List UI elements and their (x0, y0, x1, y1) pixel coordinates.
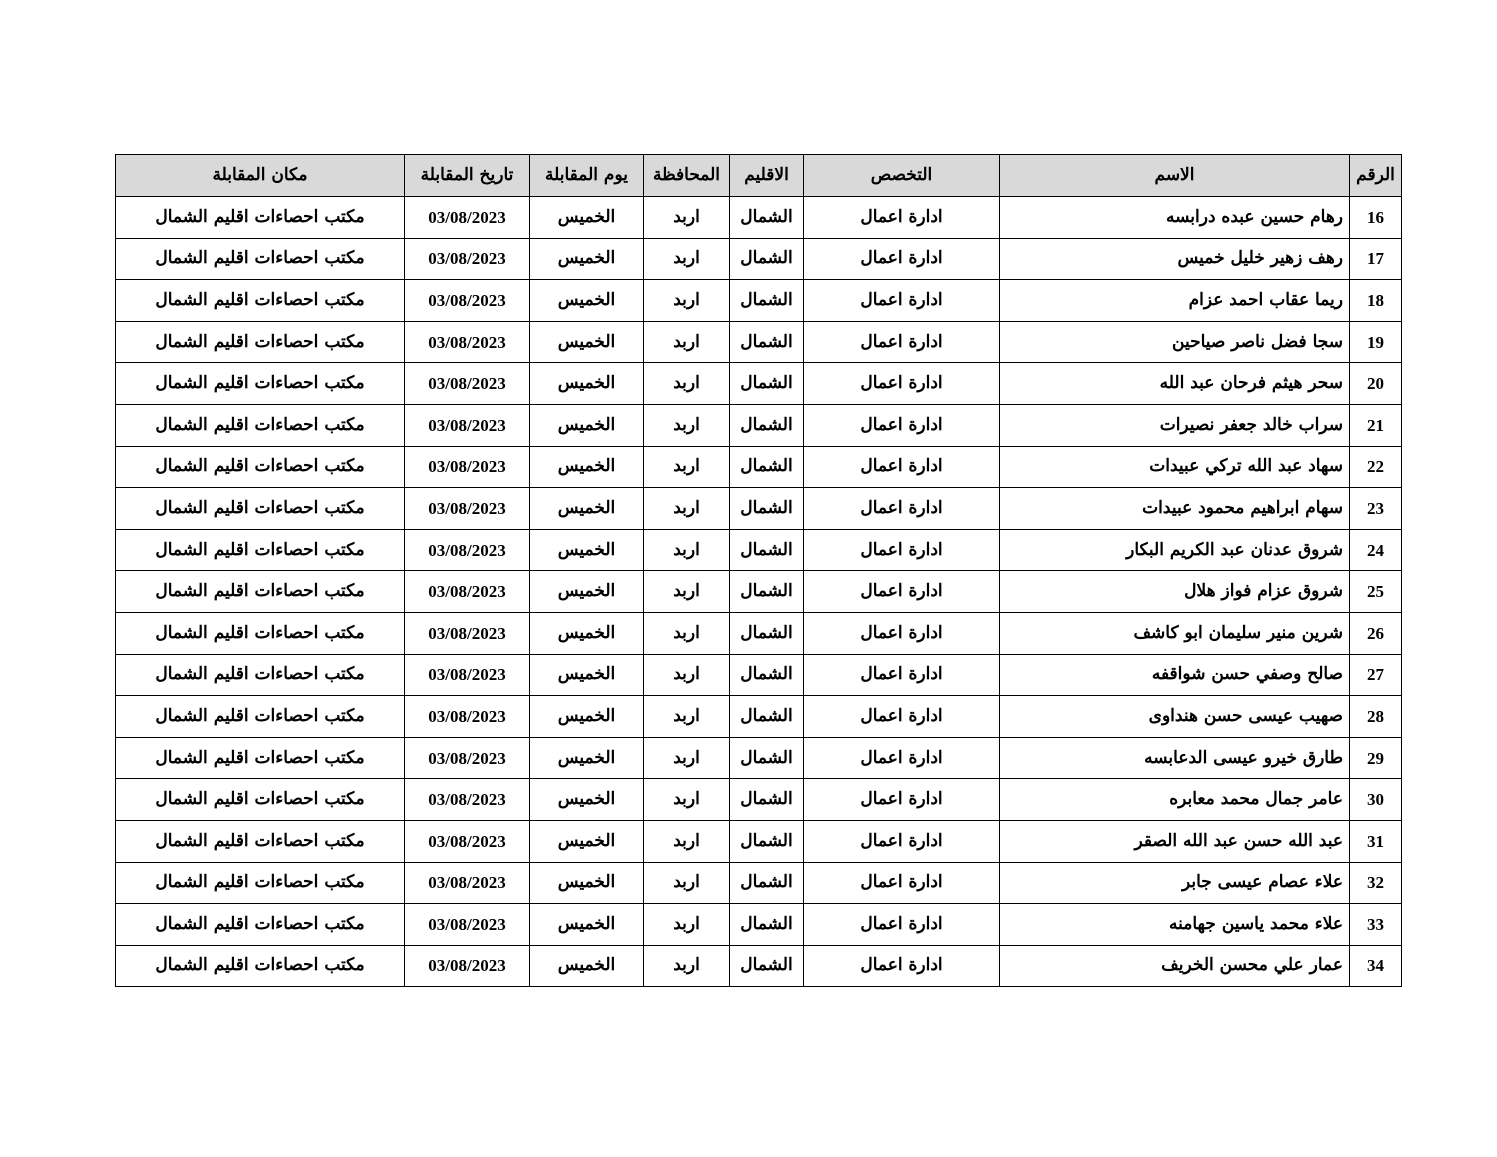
cell-interview-day: الخميس (530, 488, 644, 530)
cell-interview-place: مكتب احصاءات اقليم الشمال (116, 197, 405, 239)
cell-region: الشمال (730, 737, 804, 779)
cell-name: ريما عقاب احمد عزام (1000, 280, 1350, 322)
cell-interview-day: الخميس (530, 529, 644, 571)
cell-specialization: ادارة اعمال (804, 696, 1000, 738)
cell-name: سجا فضل ناصر صياحين (1000, 321, 1350, 363)
cell-interview-date: 03/08/2023 (405, 904, 530, 946)
cell-governorate: اربد (644, 488, 730, 530)
cell-number: 28 (1350, 696, 1402, 738)
cell-interview-day: الخميس (530, 446, 644, 488)
cell-region: الشمال (730, 571, 804, 613)
cell-number: 31 (1350, 820, 1402, 862)
cell-region: الشمال (730, 612, 804, 654)
cell-interview-date: 03/08/2023 (405, 612, 530, 654)
cell-number: 22 (1350, 446, 1402, 488)
cell-number: 17 (1350, 238, 1402, 280)
table-row (116, 696, 1402, 738)
cell-name: عبد الله حسن عبد الله الصقر (1000, 820, 1350, 862)
cell-region: الشمال (730, 654, 804, 696)
header-specialization: التخصص (804, 155, 1000, 197)
cell-specialization: ادارة اعمال (804, 280, 1000, 322)
table-row (116, 820, 1402, 862)
cell-interview-day: الخميس (530, 696, 644, 738)
cell-name: شروق عزام فواز هلال (1000, 571, 1350, 613)
cell-region: الشمال (730, 779, 804, 821)
cell-interview-place: مكتب احصاءات اقليم الشمال (116, 529, 405, 571)
table-body (116, 197, 1402, 987)
cell-region: الشمال (730, 238, 804, 280)
cell-interview-place: مكتب احصاءات اقليم الشمال (116, 945, 405, 987)
cell-number: 16 (1350, 197, 1402, 239)
cell-governorate: اربد (644, 363, 730, 405)
cell-interview-date: 03/08/2023 (405, 488, 530, 530)
cell-governorate: اربد (644, 945, 730, 987)
cell-interview-day: الخميس (530, 945, 644, 987)
cell-name: عمار علي محسن الخريف (1000, 945, 1350, 987)
cell-interview-day: الخميس (530, 737, 644, 779)
cell-governorate: اربد (644, 904, 730, 946)
cell-region: الشمال (730, 488, 804, 530)
cell-governorate: اربد (644, 654, 730, 696)
cell-interview-place: مكتب احصاءات اقليم الشمال (116, 862, 405, 904)
cell-interview-day: الخميس (530, 820, 644, 862)
cell-region: الشمال (730, 280, 804, 322)
cell-name: رهف زهير خليل خميس (1000, 238, 1350, 280)
cell-name: طارق خيرو عيسى الدعابسه (1000, 737, 1350, 779)
cell-region: الشمال (730, 363, 804, 405)
header-name: الاسم (1000, 155, 1350, 197)
cell-interview-place: مكتب احصاءات اقليم الشمال (116, 280, 405, 322)
table-row (116, 779, 1402, 821)
cell-number: 30 (1350, 779, 1402, 821)
cell-specialization: ادارة اعمال (804, 779, 1000, 821)
cell-specialization: ادارة اعمال (804, 363, 1000, 405)
table-row (116, 529, 1402, 571)
cell-interview-place: مكتب احصاءات اقليم الشمال (116, 612, 405, 654)
cell-interview-date: 03/08/2023 (405, 446, 530, 488)
cell-interview-date: 03/08/2023 (405, 737, 530, 779)
table-row (116, 488, 1402, 530)
cell-interview-date: 03/08/2023 (405, 404, 530, 446)
cell-governorate: اربد (644, 779, 730, 821)
cell-governorate: اربد (644, 404, 730, 446)
header-interview-day: يوم المقابلة (530, 155, 644, 197)
table-row (116, 904, 1402, 946)
cell-number: 24 (1350, 529, 1402, 571)
cell-governorate: اربد (644, 612, 730, 654)
document-page (115, 154, 1401, 987)
cell-interview-date: 03/08/2023 (405, 779, 530, 821)
cell-number: 18 (1350, 280, 1402, 322)
cell-number: 25 (1350, 571, 1402, 613)
cell-interview-date: 03/08/2023 (405, 363, 530, 405)
cell-interview-day: الخميس (530, 654, 644, 696)
cell-specialization: ادارة اعمال (804, 404, 1000, 446)
cell-name: سهاد عبد الله تركي عبيدات (1000, 446, 1350, 488)
cell-interview-place: مكتب احصاءات اقليم الشمال (116, 404, 405, 446)
cell-interview-date: 03/08/2023 (405, 696, 530, 738)
cell-governorate: اربد (644, 197, 730, 239)
cell-interview-place: مكتب احصاءات اقليم الشمال (116, 446, 405, 488)
cell-specialization: ادارة اعمال (804, 820, 1000, 862)
cell-governorate: اربد (644, 737, 730, 779)
cell-region: الشمال (730, 904, 804, 946)
table-row (116, 446, 1402, 488)
cell-specialization: ادارة اعمال (804, 446, 1000, 488)
cell-name: رهام حسين عبده درابسه (1000, 197, 1350, 239)
cell-specialization: ادارة اعمال (804, 654, 1000, 696)
header-number: الرقم (1350, 155, 1402, 197)
header-interview-date: تاريخ المقابلة (405, 155, 530, 197)
cell-interview-day: الخميس (530, 197, 644, 239)
cell-interview-place: مكتب احصاءات اقليم الشمال (116, 904, 405, 946)
cell-specialization: ادارة اعمال (804, 321, 1000, 363)
table-header-row (116, 155, 1402, 197)
cell-name: علاء عصام عيسى جابر (1000, 862, 1350, 904)
cell-interview-date: 03/08/2023 (405, 820, 530, 862)
cell-specialization: ادارة اعمال (804, 197, 1000, 239)
cell-region: الشمال (730, 529, 804, 571)
cell-interview-place: مكتب احصاءات اقليم الشمال (116, 488, 405, 530)
cell-interview-day: الخميس (530, 238, 644, 280)
cell-interview-date: 03/08/2023 (405, 571, 530, 613)
table-row (116, 321, 1402, 363)
cell-name: سراب خالد جعفر نصيرات (1000, 404, 1350, 446)
cell-number: 19 (1350, 321, 1402, 363)
cell-region: الشمال (730, 696, 804, 738)
interview-schedule-table (115, 154, 1402, 987)
cell-name: شرين منير سليمان ابو كاشف (1000, 612, 1350, 654)
table-row (116, 737, 1402, 779)
cell-governorate: اربد (644, 820, 730, 862)
cell-number: 32 (1350, 862, 1402, 904)
cell-name: سحر هيثم فرحان عبد الله (1000, 363, 1350, 405)
cell-interview-place: مكتب احصاءات اقليم الشمال (116, 321, 405, 363)
cell-specialization: ادارة اعمال (804, 612, 1000, 654)
cell-specialization: ادارة اعمال (804, 737, 1000, 779)
cell-specialization: ادارة اعمال (804, 238, 1000, 280)
cell-interview-day: الخميس (530, 363, 644, 405)
table-row (116, 612, 1402, 654)
table-row (116, 238, 1402, 280)
cell-governorate: اربد (644, 238, 730, 280)
cell-specialization: ادارة اعمال (804, 529, 1000, 571)
cell-number: 34 (1350, 945, 1402, 987)
cell-name: علاء محمد ياسين جهامنه (1000, 904, 1350, 946)
cell-governorate: اربد (644, 280, 730, 322)
table-row (116, 945, 1402, 987)
cell-interview-day: الخميس (530, 862, 644, 904)
header-region: الاقليم (730, 155, 804, 197)
table-row (116, 404, 1402, 446)
cell-specialization: ادارة اعمال (804, 904, 1000, 946)
cell-interview-place: مكتب احصاءات اقليم الشمال (116, 363, 405, 405)
cell-specialization: ادارة اعمال (804, 571, 1000, 613)
cell-interview-date: 03/08/2023 (405, 862, 530, 904)
cell-interview-place: مكتب احصاءات اقليم الشمال (116, 571, 405, 613)
cell-name: عامر جمال محمد معابره (1000, 779, 1350, 821)
table-row (116, 280, 1402, 322)
cell-region: الشمال (730, 197, 804, 239)
header-governorate: المحافظة (644, 155, 730, 197)
cell-governorate: اربد (644, 696, 730, 738)
cell-interview-date: 03/08/2023 (405, 945, 530, 987)
cell-region: الشمال (730, 945, 804, 987)
cell-interview-day: الخميس (530, 904, 644, 946)
cell-interview-place: مكتب احصاءات اقليم الشمال (116, 654, 405, 696)
cell-interview-day: الخميس (530, 280, 644, 322)
cell-interview-day: الخميس (530, 321, 644, 363)
cell-governorate: اربد (644, 862, 730, 904)
cell-specialization: ادارة اعمال (804, 862, 1000, 904)
cell-region: الشمال (730, 321, 804, 363)
table-row (116, 197, 1402, 239)
cell-region: الشمال (730, 446, 804, 488)
cell-governorate: اربد (644, 571, 730, 613)
cell-region: الشمال (730, 820, 804, 862)
table-row (116, 363, 1402, 405)
cell-number: 20 (1350, 363, 1402, 405)
cell-governorate: اربد (644, 529, 730, 571)
cell-governorate: اربد (644, 446, 730, 488)
cell-interview-date: 03/08/2023 (405, 238, 530, 280)
cell-interview-date: 03/08/2023 (405, 529, 530, 571)
cell-interview-place: مكتب احصاءات اقليم الشمال (116, 696, 405, 738)
cell-interview-place: مكتب احصاءات اقليم الشمال (116, 779, 405, 821)
cell-interview-date: 03/08/2023 (405, 321, 530, 363)
cell-specialization: ادارة اعمال (804, 488, 1000, 530)
cell-interview-day: الخميس (530, 779, 644, 821)
cell-number: 23 (1350, 488, 1402, 530)
table-row (116, 654, 1402, 696)
cell-interview-place: مكتب احصاءات اقليم الشمال (116, 820, 405, 862)
cell-specialization: ادارة اعمال (804, 945, 1000, 987)
cell-interview-day: الخميس (530, 571, 644, 613)
cell-interview-day: الخميس (530, 612, 644, 654)
cell-interview-place: مكتب احصاءات اقليم الشمال (116, 737, 405, 779)
cell-number: 27 (1350, 654, 1402, 696)
cell-number: 29 (1350, 737, 1402, 779)
cell-interview-date: 03/08/2023 (405, 654, 530, 696)
cell-name: صالح وصفي حسن شواقفه (1000, 654, 1350, 696)
cell-number: 26 (1350, 612, 1402, 654)
cell-region: الشمال (730, 862, 804, 904)
header-interview-place: مكان المقابلة (116, 155, 405, 197)
cell-governorate: اربد (644, 321, 730, 363)
table-row (116, 571, 1402, 613)
cell-name: سهام ابراهيم محمود عبيدات (1000, 488, 1350, 530)
cell-name: شروق عدنان عبد الكريم البكار (1000, 529, 1350, 571)
cell-name: صهيب عيسى حسن هنداوى (1000, 696, 1350, 738)
cell-interview-day: الخميس (530, 404, 644, 446)
cell-number: 33 (1350, 904, 1402, 946)
cell-number: 21 (1350, 404, 1402, 446)
cell-region: الشمال (730, 404, 804, 446)
cell-interview-date: 03/08/2023 (405, 280, 530, 322)
cell-interview-date: 03/08/2023 (405, 197, 530, 239)
cell-interview-place: مكتب احصاءات اقليم الشمال (116, 238, 405, 280)
table-row (116, 862, 1402, 904)
